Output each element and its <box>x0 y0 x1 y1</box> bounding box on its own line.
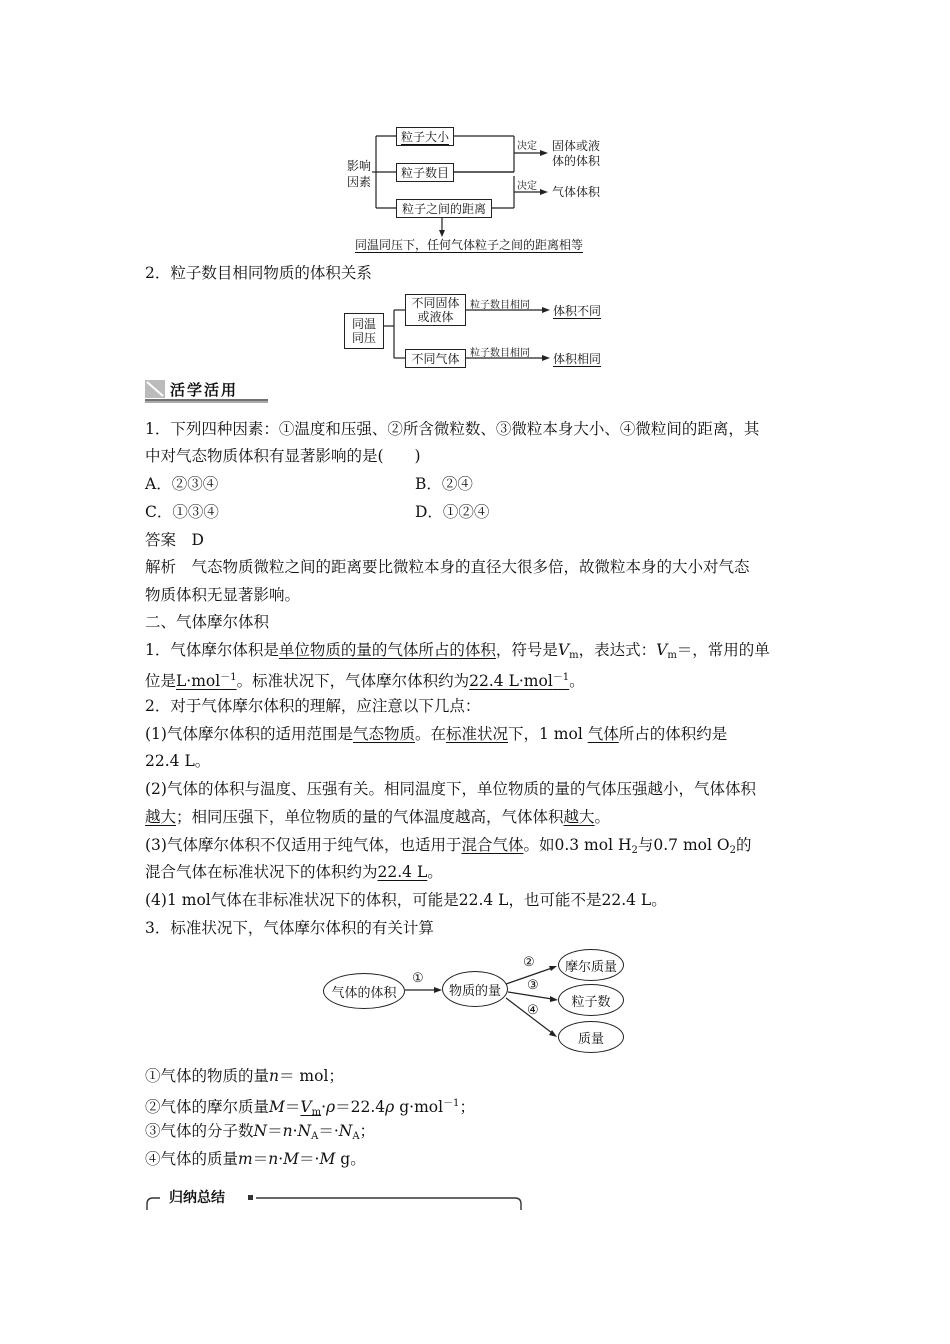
option-d: D．①②④ <box>415 503 490 521</box>
point-3-line-1: (3)气体摩尔体积不仅适用于纯气体，也适用于混合气体。如0.3 mol $H_2$与0.7 mol $O_2$的 <box>145 836 752 856</box>
gas-volume-oval: 气体的体积 <box>323 973 405 1009</box>
analysis-line-1: 解析 气态物质微粒之间的距离要比微粒本身的直径大很多倍，故微粒本身的大小对气态 <box>145 558 750 576</box>
answer-line: 答案 D <box>145 531 204 549</box>
calc-line-4: ④气体的质量m＝n·M＝·M g。 <box>145 1150 366 1168</box>
particle-size-text: 粒子大小 <box>400 129 449 144</box>
point-1-line-1: (1)气体摩尔体积的适用范围是气态物质。在标准状况下，1 mol 气体所占的体积约是 <box>145 725 728 743</box>
calc-line-3: ③气体的分子数$N=n\cdot N_A=\cdot N_A$； <box>145 1122 376 1142</box>
mass-oval: 质量 <box>558 1021 624 1053</box>
calculation-title: 3．标准状况下，气体摩尔体积的有关计算 <box>145 919 434 937</box>
option-c: C．①③④ <box>145 503 219 521</box>
particle-distance-text: 粒子之间的距离 <box>401 201 486 216</box>
heading-2: 2．粒子数目相同物质的体积关系 <box>145 264 372 282</box>
decide-label-2: 决定 <box>517 181 537 192</box>
solid-liquid-text: 不同固体 或液体 <box>411 296 460 324</box>
option-b: B．②④ <box>415 475 473 493</box>
point-1-line-2: 22.4 L。 <box>145 752 211 770</box>
volume-different-label: 体积不同 <box>553 304 602 318</box>
point-4: (4)1 mol气体在非标准状况下的体积，可能是22.4 L，也可能不是22.4 L。 <box>145 891 667 909</box>
point-2-line-2: 越大；相同压强下，单位物质的量的气体温度越高，气体体积越大。 <box>145 808 611 826</box>
circle-number-2: ② <box>523 955 535 970</box>
particle-count-text: 粒子数目 <box>400 165 449 180</box>
question-1-line-1: 1．下列四种因素：①温度和压强、②所含微粒数、③微粒本身大小、④微粒间的距离，其 <box>145 420 760 438</box>
option-a: A．②③④ <box>145 475 219 493</box>
molar-volume-definition-line-1: 1．气体摩尔体积是单位物质的量的气体所占的体积，符号是$V_m$，表达式：$V_m=$，常用的单 <box>145 641 770 661</box>
same-particle-label-bottom: 粒子数目相同 <box>470 348 530 359</box>
circle-number-3: ③ <box>527 978 539 993</box>
particle-number-oval: 粒子数 <box>558 984 624 1016</box>
amount-of-substance-oval: 物质的量 <box>442 971 508 1007</box>
circle-number-1: ① <box>412 971 424 986</box>
molar-volume-definition-line-2: 位是L·mol$^{-1}$。标准状况下，气体摩尔体积约为22.4 L·mol$^{-1}$。 <box>145 672 585 690</box>
section-2-title: 二、气体摩尔体积 <box>145 613 270 631</box>
same-distance-note: 同温同压下，任何气体粒子之间的距离相等 <box>355 238 584 252</box>
calc-line-1: ①气体的物质的量n＝ mol； <box>145 1067 344 1085</box>
point-3-line-2: 混合气体在标准状况下的体积约为22.4 L。 <box>145 863 443 881</box>
decide-label-1: 决定 <box>517 141 537 152</box>
circle-number-4: ④ <box>527 1003 539 1018</box>
influence-factors-label: 影响 因素 <box>347 159 372 189</box>
gas-volume-label: 气体体积 <box>552 185 601 199</box>
understanding-title: 2．对于气体摩尔体积的理解，应注意以下几点： <box>145 697 481 715</box>
calc-line-2: ②气体的摩尔质量$M=V_m\cdot\rho=22.4\rho$ g·mol$^{-1}$； <box>145 1098 475 1118</box>
same-particle-label-top: 粒子数目相同 <box>470 300 530 311</box>
section-bar-title: 活学活用 <box>170 381 239 399</box>
question-1-line-2: 中对气态物质体积有显著影响的是( ) <box>145 447 421 465</box>
different-gas-text: 不同气体 <box>411 351 460 366</box>
summary-label: 归纳总结 <box>166 1187 228 1207</box>
analysis-line-2: 物质体积无显著影响。 <box>145 586 301 604</box>
solid-liquid-volume-label: 固体或液 体的体积 <box>552 139 601 168</box>
point-2-line-1: (2)气体的体积与温度、压强有关。相同温度下，单位物质的量的气体压强越小，气体体积 <box>145 780 756 798</box>
same-temp-pressure-text: 同温 同压 <box>351 317 376 345</box>
volume-same-label: 体积相同 <box>553 352 602 366</box>
molar-mass-oval: 摩尔质量 <box>558 949 624 981</box>
